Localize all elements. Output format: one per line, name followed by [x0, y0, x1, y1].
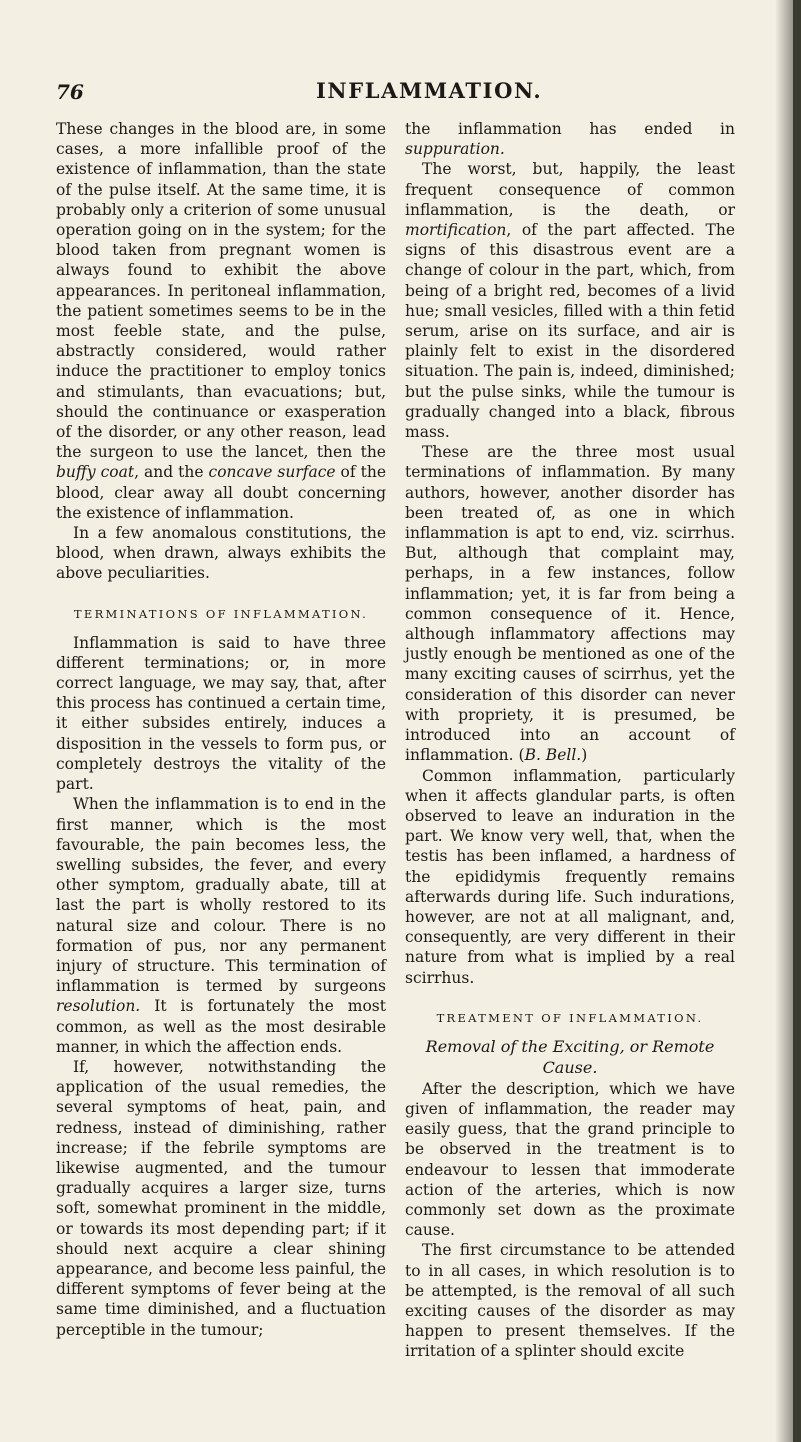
left-paragraph-1: These changes in the blood are, in some cases, a more infallible proof of the existence of inflammation, than the state of the pulse itself. At the same time, it is probably only a criterion of some unusual operation going on in the system; for the blood taken from pregnant women is always found to exhibit the above appearances. In peritoneal inflammation, the patient sometimes seems to be in the most feeble state, and the pulse, abstractly considered, would rather induce the practitioner to employ tonics and stimulants, than evacuations; but, should the continuance or exasperation of the disorder, or any other reason, lead the surgeon to use the lancet, then the buffy coat, and the concave surface of the blood, clear away all doubt concerning the existence of inflammation. [56, 120, 386, 522]
running-title: INFLAMMATION. [316, 78, 543, 103]
page-binding-edge [793, 0, 801, 1442]
concave-surface-term: concave surface [208, 463, 336, 482]
treatment-heading: TREATMENT OF INFLAMMATION. [436, 1010, 704, 1025]
left-paragraph-3: Inflammation is said to have three different terminations; or, in more correct language, we may say, that, after this process has continued a certain time, it either subsides entirely, induces a disposition in the vessels to form pus, or completely destroys the vitality of the part. [56, 633, 386, 794]
page-number: 76 [56, 80, 84, 104]
right-paragraph-2: The worst, but, happily, the least frequent consequence of common inflammation, is the death, or mortification, of the part affected. The signs of this disastrous event are a change of colour in the part, which, from being of a bright red, becomes of a livid hue; small vesicles, filled with a thin fetid serum, arise on its surface, and air is plainly felt to exist in the disordered situation. The pain is, indeed, diminished; but the pulse sinks, while the tumour is gradually changed into a black, fibrous mass. [405, 160, 735, 442]
suppuration-term: suppuration. [405, 140, 505, 159]
citation-b-bell: B. Bell. [524, 746, 582, 765]
mortification-term: mortification [405, 221, 507, 240]
left-paragraph-5: If, however, notwithstanding the application of the usual remedies, the several symptoms of heat, pain, and redness, instead of diminishing, rather increase; if the febrile symptoms are likewise augmented, and the tumour gradually acquires a larger size, turns soft, somewhat prominent in the middle, or towards its most depending part; if it should next acquire a clear shining appearance, and become less painful, the different symptoms of fever being at the same time diminished, and a fluctuation perceptible in the tumour; [56, 1057, 386, 1339]
removal-subheading-line2: Cause. [542, 1057, 598, 1077]
resolution-term: resolution. [56, 997, 141, 1016]
right-column [405, 119, 735, 1362]
buffy-coat-term: buffy coat [56, 463, 135, 482]
page-header [0, 78, 801, 112]
left-paragraph-4: When the inflammation is to end in the first manner, which is the most favourable, the pain becomes less, the swelling subsides, the fever, and every other symptom, gradually abate, till at last the part is wholly restored to its natural size and colour. There is no formation of pus, nor any permanent injury of structure. This termination of inflammation is termed by surgeons resolution. It is fortunately the most common, as well as the most desirable manner, in which the affection ends. [56, 795, 386, 1056]
right-paragraph-3: These are the three most usual terminations of inflammation. By many authors, however, another disorder has been treated of, as one in which inflammation is apt to end, viz. scirrhus. But, although that complaint may, perhaps, in a few instances, follow inflammation; yet, it is far from being a common consequence of it. Hence, although inflammatory affections may justly enough be mentioned as one of the many exciting causes of scirrhus, yet the consideration of this disorder can never with propriety, it is presumed, be introduced into an account of inflammation. (B. Bell.) [405, 443, 735, 765]
left-paragraph-2: In a few anomalous constitutions, the blood, when drawn, always exhibits the above peculiarities. [56, 524, 386, 583]
terminations-heading: TERMINATIONS OF INFLAMMATION. [73, 606, 369, 621]
right-paragraph-1: the inflammation has ended in suppuration. [405, 120, 735, 159]
right-paragraph-6: The first circumstance to be attended to in all cases, in which resolution is to be attempted, is the removal of all such exciting causes of the disorder as may happen to present themselves. If the irritation of a splinter should excite [405, 1241, 735, 1361]
right-paragraph-5: After the description, which we have given of inflammation, the reader may easily guess, that the grand principle to be observed in the treatment is to endeavour to lessen that immoderate action of the arteries, which is now commonly set down as the proximate cause. [405, 1079, 735, 1240]
removal-subheading-line1: Removal of the Exciting, or Remote [425, 1036, 715, 1056]
right-paragraph-4: Common inflammation, particularly when it affects glandular parts, is often observed to leave an induration in the part. We know very well, that, when the testis has been inflamed, a hardness of the epididymis frequently remains afterwards during life. Such indurations, however, are not at all malignant, and, consequently, are very different in their nature from what is implied by a real scirrhus. [405, 766, 735, 987]
left-column [56, 119, 386, 1340]
